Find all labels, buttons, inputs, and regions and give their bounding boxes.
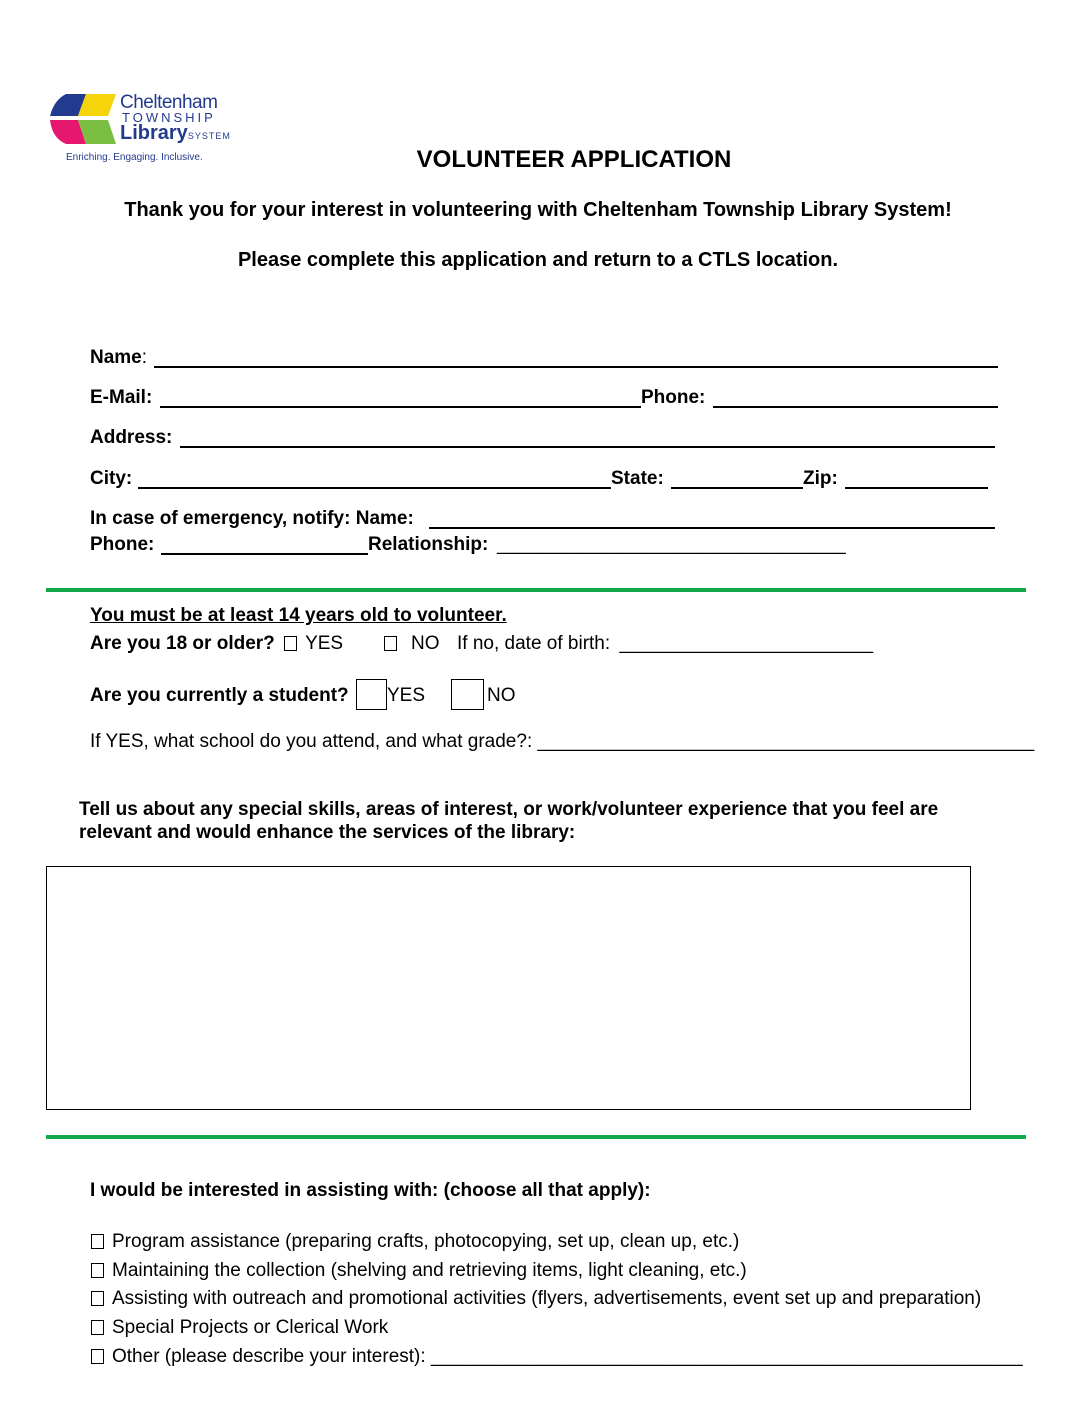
other-interest-field[interactable]: ________________________________________________________ (430, 1346, 1023, 1367)
emergency-name-label: In case of emergency, notify: Name: (90, 508, 414, 529)
state-label: State: (611, 468, 664, 489)
interest-checkbox[interactable] (91, 1320, 104, 1335)
student-yes-checkbox[interactable] (356, 679, 387, 710)
logo-text-library: LibrarySYSTEM (120, 122, 231, 144)
relationship-field[interactable]: _________________________________ (497, 534, 846, 555)
section-divider (46, 588, 1026, 592)
student-question: Are you currently a student? (90, 685, 349, 706)
address-field[interactable] (180, 446, 995, 448)
interests-heading: I would be interested in assisting with: (choose all that apply): (90, 1180, 651, 1201)
emergency-phone-label: Phone: (90, 534, 155, 555)
intro-instructions: Please complete this application and return to a CTLS location. (237, 249, 839, 271)
interest-checkbox[interactable] (91, 1291, 104, 1306)
address-label: Address: (90, 427, 173, 448)
age-no-row (384, 633, 440, 655)
state-field[interactable] (671, 487, 803, 489)
interest-label: Special Projects or Clerical Work (112, 1317, 389, 1338)
interest-option (91, 1317, 388, 1339)
skills-textarea[interactable] (46, 866, 971, 1110)
interest-label: Maintaining the collection (shelving and retrieving items, light cleaning, etc.) (112, 1260, 747, 1281)
interest-checkbox[interactable] (91, 1234, 104, 1249)
dob-field[interactable]: ________________________ (619, 633, 874, 654)
logo-text-cheltenham: Cheltenham (120, 92, 218, 113)
interest-label: Other (please describe your interest): (112, 1346, 426, 1367)
age-yes-label: YES (305, 633, 344, 654)
dob-label: If no, date of birth: (457, 633, 611, 654)
phone-label: Phone: (641, 387, 706, 408)
interest-checkbox[interactable] (91, 1349, 104, 1364)
logo-tagline: Enriching. Engaging. Inclusive. (66, 152, 203, 163)
name-row: Name: (90, 347, 148, 368)
intro-thanks: Thank you for your interest in volunteering with Cheltenham Township Library System! (124, 199, 952, 221)
age-question: Are you 18 or older? (90, 633, 275, 654)
name-label: Name (90, 347, 142, 368)
interest-option (91, 1288, 981, 1310)
emergency-phone-field[interactable] (161, 553, 368, 555)
interest-option (91, 1231, 739, 1253)
city-label: City: (90, 468, 133, 489)
age-no-checkbox[interactable] (384, 636, 397, 651)
city-field[interactable] (138, 487, 611, 489)
section-divider-2 (46, 1135, 1026, 1139)
interest-checkbox[interactable] (91, 1263, 104, 1278)
school-label: If YES, what school do you attend, and what grade?: (90, 731, 533, 752)
student-no-checkbox[interactable] (451, 679, 484, 710)
school-row (90, 731, 1034, 753)
dob-row (457, 633, 873, 655)
age-requirement-note: You must be at least 14 years old to volunteer. (90, 605, 507, 626)
email-field[interactable] (160, 406, 641, 408)
student-yes-label: YES (387, 685, 426, 706)
age-question-row (90, 633, 343, 655)
phone-field[interactable] (713, 406, 998, 408)
zip-field[interactable] (845, 487, 988, 489)
zip-label: Zip: (803, 468, 838, 489)
student-no-label: NO (487, 685, 516, 706)
skills-prompt-line2: relevant and would enhance the services of the library: (79, 822, 576, 843)
age-yes-checkbox[interactable] (284, 636, 297, 651)
interest-label: Assisting with outreach and promotional activities (flyers, advertisements, event set up and preparation) (112, 1288, 982, 1309)
interest-option (91, 1260, 747, 1282)
email-label: E-Mail: (90, 387, 153, 408)
page-title: VOLUNTEER APPLICATION (416, 146, 732, 173)
name-field[interactable] (154, 366, 998, 368)
logo-text-township: TOWNSHIP (122, 110, 216, 125)
logo-mark-icon (44, 92, 120, 148)
interest-option (91, 1346, 1023, 1368)
relationship-label: Relationship: (368, 534, 489, 555)
school-field[interactable]: _______________________________________________ (537, 731, 1035, 752)
skills-prompt-line1: Tell us about any special skills, areas of interest, or work/volunteer experience that you feel are (79, 799, 939, 820)
age-no-label: NO (411, 633, 440, 654)
interest-label: Program assistance (preparing crafts, photocopying, set up, clean up, etc.) (112, 1231, 740, 1252)
emergency-name-field[interactable] (429, 527, 995, 529)
